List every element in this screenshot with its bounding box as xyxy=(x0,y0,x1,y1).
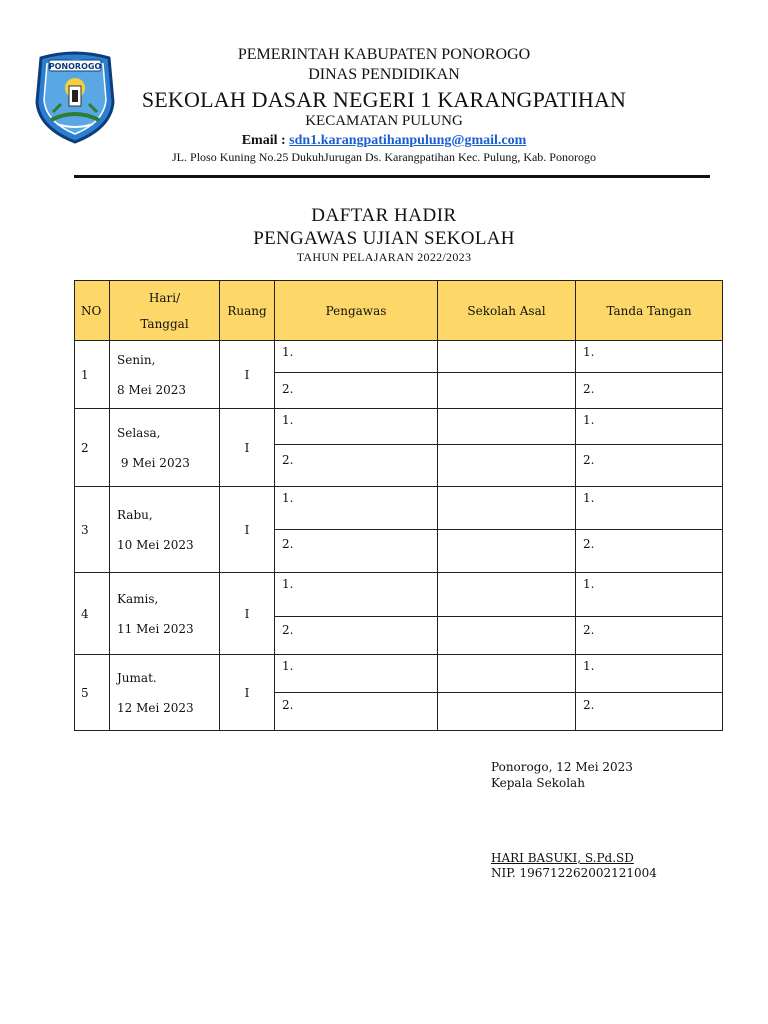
header-day-date xyxy=(110,281,220,341)
origin-school-slot-1[interactable] xyxy=(438,409,576,445)
origin-school-slot-2[interactable] xyxy=(438,530,576,573)
table-row xyxy=(75,573,723,617)
signature-slot-2[interactable]: 2. xyxy=(576,693,723,731)
table-row xyxy=(75,409,723,445)
signature-slot-1[interactable]: 1. xyxy=(576,573,723,617)
signatory-position: Kepala Sekolah xyxy=(491,776,585,790)
origin-school-slot-2[interactable] xyxy=(438,693,576,731)
origin-school-slot-1[interactable] xyxy=(438,341,576,373)
logo-text: PONOROGO xyxy=(48,62,102,71)
table-row xyxy=(75,341,723,373)
row-day-date xyxy=(110,409,220,487)
signature-slot-2[interactable]: 2. xyxy=(576,373,723,409)
header-origin-school: Sekolah Asal xyxy=(438,281,576,341)
supervisor-slot-1[interactable]: 1. xyxy=(275,409,438,445)
row-room: I xyxy=(220,655,275,731)
email-line xyxy=(120,133,648,149)
table-row xyxy=(75,487,723,530)
email-link[interactable]: sdn1.karangpatihanpulung@gmail.com xyxy=(289,133,527,148)
header-no: NO xyxy=(75,281,110,341)
supervisor-slot-2[interactable]: 2. xyxy=(275,445,438,487)
supervisor-slot-1[interactable]: 1. xyxy=(275,655,438,693)
signature-slot-1[interactable]: 1. xyxy=(576,655,723,693)
row-day: Kamis, xyxy=(117,591,159,606)
place-date: Ponorogo, 12 Mei 2023 xyxy=(491,760,633,774)
row-date: 9 Mei 2023 xyxy=(117,455,190,470)
row-room: I xyxy=(220,487,275,573)
row-room: I xyxy=(220,573,275,655)
row-day: Selasa, xyxy=(117,425,161,440)
supervisor-slot-1[interactable]: 1. xyxy=(275,341,438,373)
government-line: PEMERINTAH KABUPATEN PONOROGO xyxy=(237,46,531,63)
regency-logo xyxy=(33,50,117,144)
row-date: 12 Mei 2023 xyxy=(117,700,194,715)
row-day-date xyxy=(110,341,220,409)
supervisor-slot-2[interactable]: 2. xyxy=(275,617,438,655)
row-number: 2 xyxy=(75,409,110,487)
origin-school-slot-2[interactable] xyxy=(438,373,576,409)
document-title: DAFTAR HADIR xyxy=(311,205,457,226)
row-date: 11 Mei 2023 xyxy=(117,621,194,636)
signature-slot-1[interactable]: 1. xyxy=(576,341,723,373)
row-day: Jumat. xyxy=(117,670,157,685)
signature-slot-2[interactable]: 2. xyxy=(576,530,723,573)
academic-year: TAHUN PELAJARAN 2022/2023 xyxy=(296,250,472,264)
header-day-line: Hari/ xyxy=(148,290,181,305)
signatory-nip: NIP. 196712262002121004 xyxy=(491,866,657,880)
supervisor-slot-2[interactable]: 2. xyxy=(275,373,438,409)
signature-slot-2[interactable]: 2. xyxy=(576,617,723,655)
row-number: 4 xyxy=(75,573,110,655)
row-day: Senin, xyxy=(117,352,156,367)
supervisor-slot-2[interactable]: 2. xyxy=(275,693,438,731)
supervisor-slot-1[interactable]: 1. xyxy=(275,487,438,530)
district-line: KECAMATAN PULUNG xyxy=(305,113,463,129)
email-label: Email : xyxy=(241,133,290,148)
table-header-row xyxy=(75,281,723,341)
header-supervisor: Pengawas xyxy=(275,281,438,341)
origin-school-slot-2[interactable] xyxy=(438,617,576,655)
origin-school-slot-1[interactable] xyxy=(438,573,576,617)
header-signature: Tanda Tangan xyxy=(576,281,723,341)
row-date: 10 Mei 2023 xyxy=(117,537,194,552)
school-name: SEKOLAH DASAR NEGERI 1 KARANGPATIHAN xyxy=(141,87,627,112)
row-number: 3 xyxy=(75,487,110,573)
row-number: 1 xyxy=(75,341,110,409)
row-date: 8 Mei 2023 xyxy=(117,382,187,397)
signature-slot-2[interactable]: 2. xyxy=(576,445,723,487)
row-room: I xyxy=(220,409,275,487)
department-line: DINAS PENDIDIKAN xyxy=(308,66,460,83)
header-room: Ruang xyxy=(220,281,275,341)
document-subtitle: PENGAWAS UJIAN SEKOLAH xyxy=(253,228,515,249)
row-number: 5 xyxy=(75,655,110,731)
row-day-date xyxy=(110,487,220,573)
row-day-date xyxy=(110,573,220,655)
supervisor-slot-2[interactable]: 2. xyxy=(275,530,438,573)
row-room: I xyxy=(220,341,275,409)
origin-school-slot-1[interactable] xyxy=(438,655,576,693)
origin-school-slot-1[interactable] xyxy=(438,487,576,530)
header-date-line: Tanggal xyxy=(140,316,189,331)
table-row xyxy=(75,655,723,693)
signature-slot-1[interactable]: 1. xyxy=(576,487,723,530)
letterhead-divider xyxy=(74,175,710,178)
supervisor-slot-1[interactable]: 1. xyxy=(275,573,438,617)
origin-school-slot-2[interactable] xyxy=(438,445,576,487)
row-day-date xyxy=(110,655,220,731)
signatory-name: HARI BASUKI, S.Pd.SD xyxy=(491,851,634,865)
signature-slot-1[interactable]: 1. xyxy=(576,409,723,445)
row-day: Rabu, xyxy=(117,507,153,522)
attendance-table xyxy=(74,280,722,731)
address-line: JL. Ploso Kuning No.25 DukuhJurugan Ds. Karangpatihan Kec. Pulung, Kab. Ponorogo xyxy=(172,150,596,164)
